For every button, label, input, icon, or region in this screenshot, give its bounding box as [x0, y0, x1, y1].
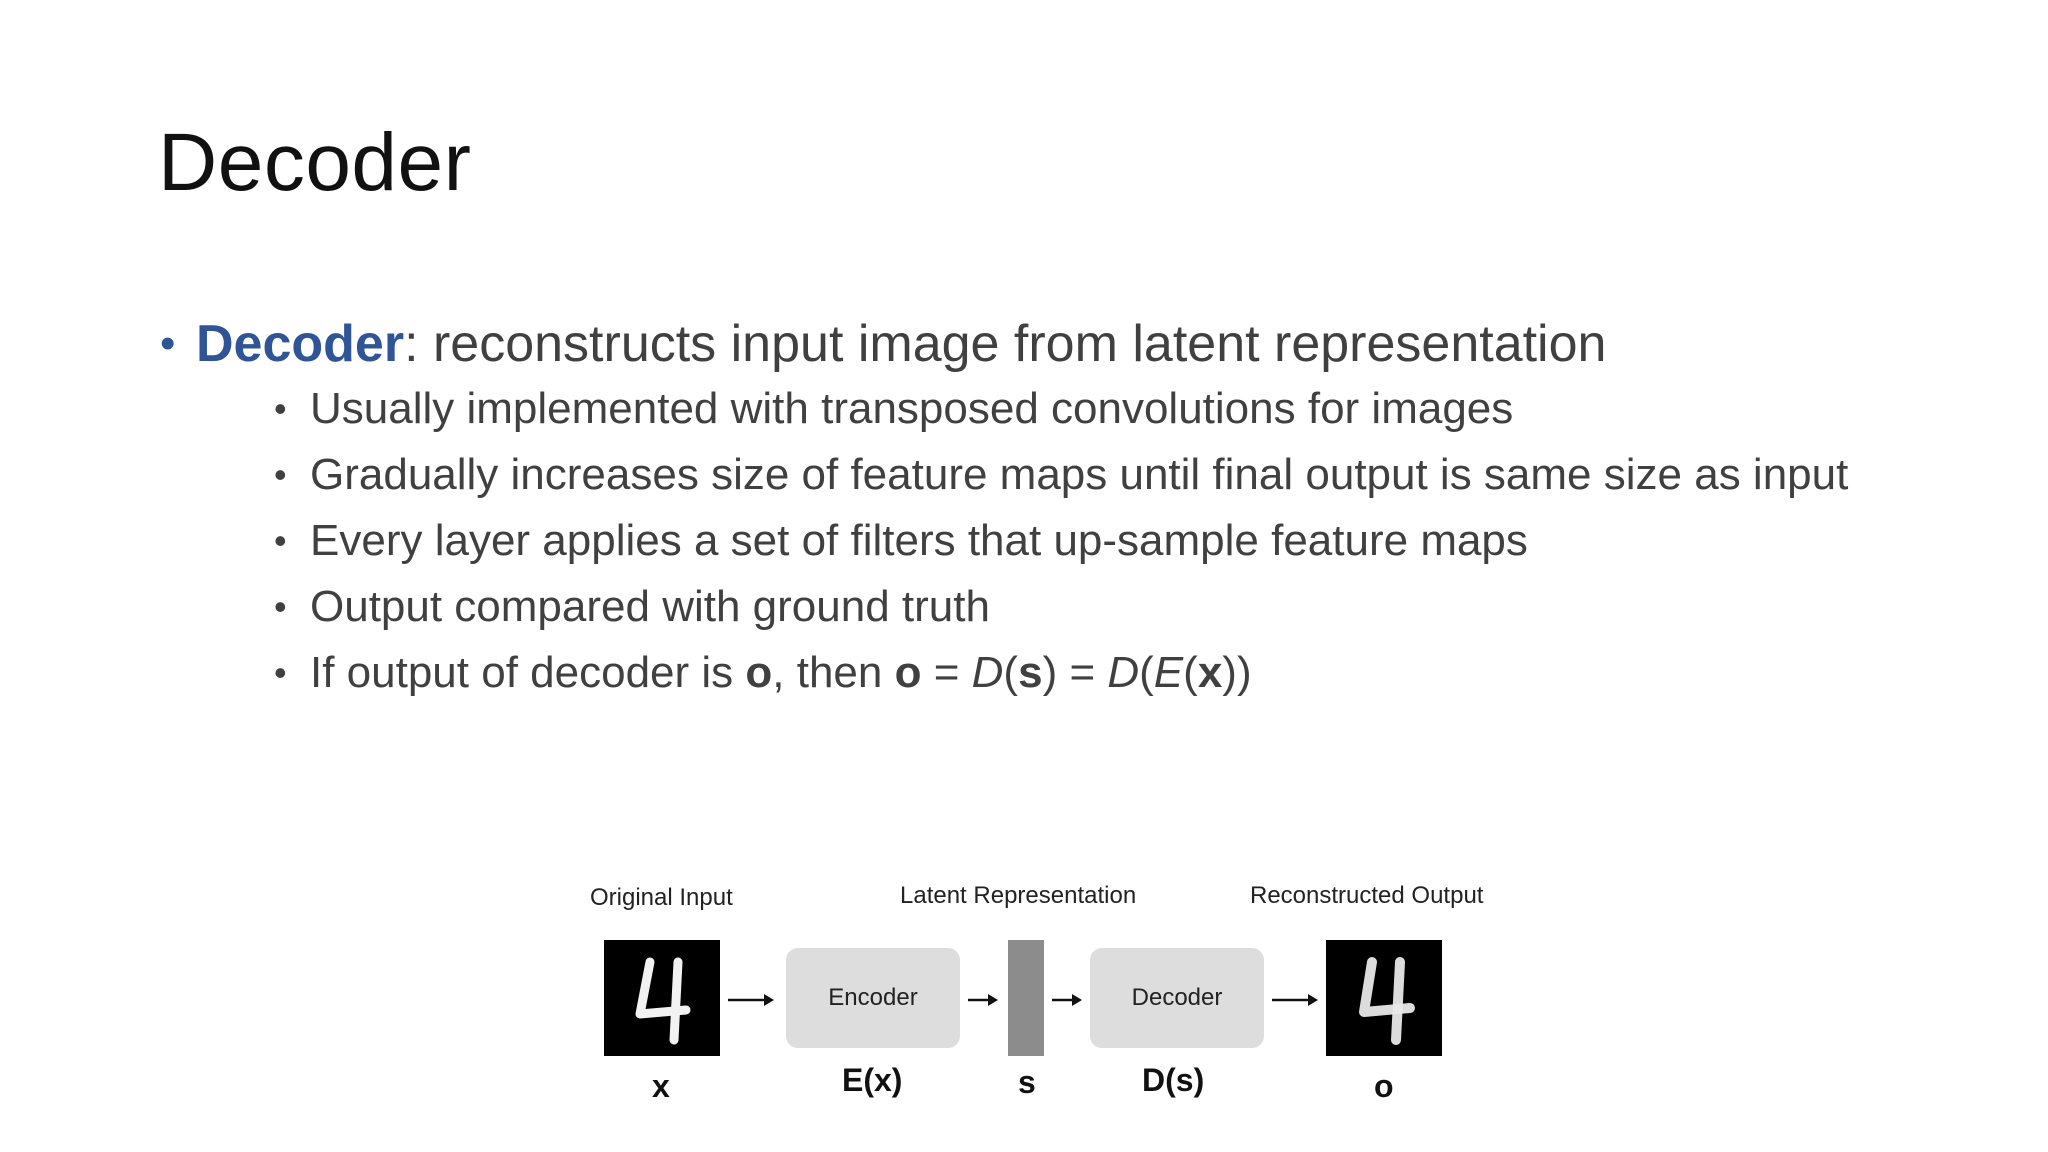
formula-text: )) — [1222, 648, 1252, 697]
arrow-right-icon — [968, 990, 998, 1010]
bullet-dot-icon: • — [160, 319, 176, 368]
arrow-right-icon — [728, 990, 774, 1010]
arrow-right-icon — [1272, 990, 1318, 1010]
decoder-label: Decoder — [1131, 984, 1223, 1011]
symbol-s: s — [1018, 1064, 1036, 1100]
main-bullet — [158, 312, 2018, 706]
bullet-dot-icon: • — [274, 586, 287, 627]
formula-symbol-d: D — [1107, 648, 1140, 697]
main-bullet-text: : reconstructs input image from latent representation — [404, 315, 1607, 373]
symbol-o: o — [1374, 1068, 1394, 1104]
encoder-label: Encoder — [828, 984, 918, 1011]
formula-text: ( — [1139, 648, 1154, 697]
formula-symbol-x: x — [1197, 648, 1223, 697]
reconstructed-output-label: Reconstructed Output — [1250, 882, 1484, 909]
formula-text: = — [921, 648, 972, 697]
formula-text: ( — [1003, 648, 1019, 697]
sub-bullet-text: Gradually increases size of feature maps until final output is same size as input — [310, 450, 1849, 499]
formula-symbol-s: s — [1018, 648, 1043, 697]
sub-bullet-text: Output compared with ground truth — [310, 582, 990, 631]
sub-bullet — [196, 442, 2018, 508]
bullet-dot-icon: • — [274, 520, 287, 561]
formula-text: If output of decoder is — [310, 648, 746, 697]
encoder-block — [786, 948, 960, 1048]
input-digit-image — [604, 940, 720, 1056]
latent-representation-label: Latent Representation — [900, 882, 1137, 909]
formula-text: ) = — [1042, 648, 1108, 697]
formula-symbol-o: o — [745, 648, 773, 697]
bullet-list — [158, 312, 2018, 706]
symbol-d-of-s: D(s) — [1142, 1062, 1205, 1098]
arrow-right-icon — [1052, 990, 1082, 1010]
bullet-dot-icon: • — [274, 388, 287, 429]
output-digit-image — [1326, 940, 1442, 1056]
sub-bullet-text: Usually implemented with transposed convolutions for images — [310, 384, 1514, 433]
bullet-dot-icon: • — [274, 652, 287, 693]
formula-symbol-d: D — [971, 648, 1004, 697]
decoder-block — [1090, 948, 1264, 1048]
digit-4-icon — [1326, 940, 1442, 1056]
formula-symbol-o: o — [894, 648, 922, 697]
sub-bullet-text: Every layer applies a set of filters that up-sample feature maps — [310, 516, 1528, 565]
symbol-e-of-x: E(x) — [842, 1062, 903, 1098]
sub-bullet — [196, 376, 2018, 442]
original-input-label: Original Input — [590, 884, 733, 911]
symbol-x: x — [652, 1068, 670, 1104]
autoencoder-diagram — [580, 872, 1540, 1122]
formula-text: ( — [1183, 648, 1198, 697]
bullet-dot-icon: • — [274, 454, 287, 495]
formula-bullet — [196, 640, 2018, 706]
sub-bullet — [196, 508, 2018, 574]
digit-4-icon — [604, 940, 720, 1056]
latent-vector — [1008, 940, 1044, 1056]
slide-title: Decoder — [158, 117, 472, 208]
sub-bullet — [196, 574, 2018, 640]
decoder-keyword: Decoder — [196, 315, 405, 373]
formula-symbol-e: E — [1153, 648, 1184, 697]
formula-text: , then — [772, 648, 895, 697]
sub-bullet-list — [196, 376, 2018, 706]
